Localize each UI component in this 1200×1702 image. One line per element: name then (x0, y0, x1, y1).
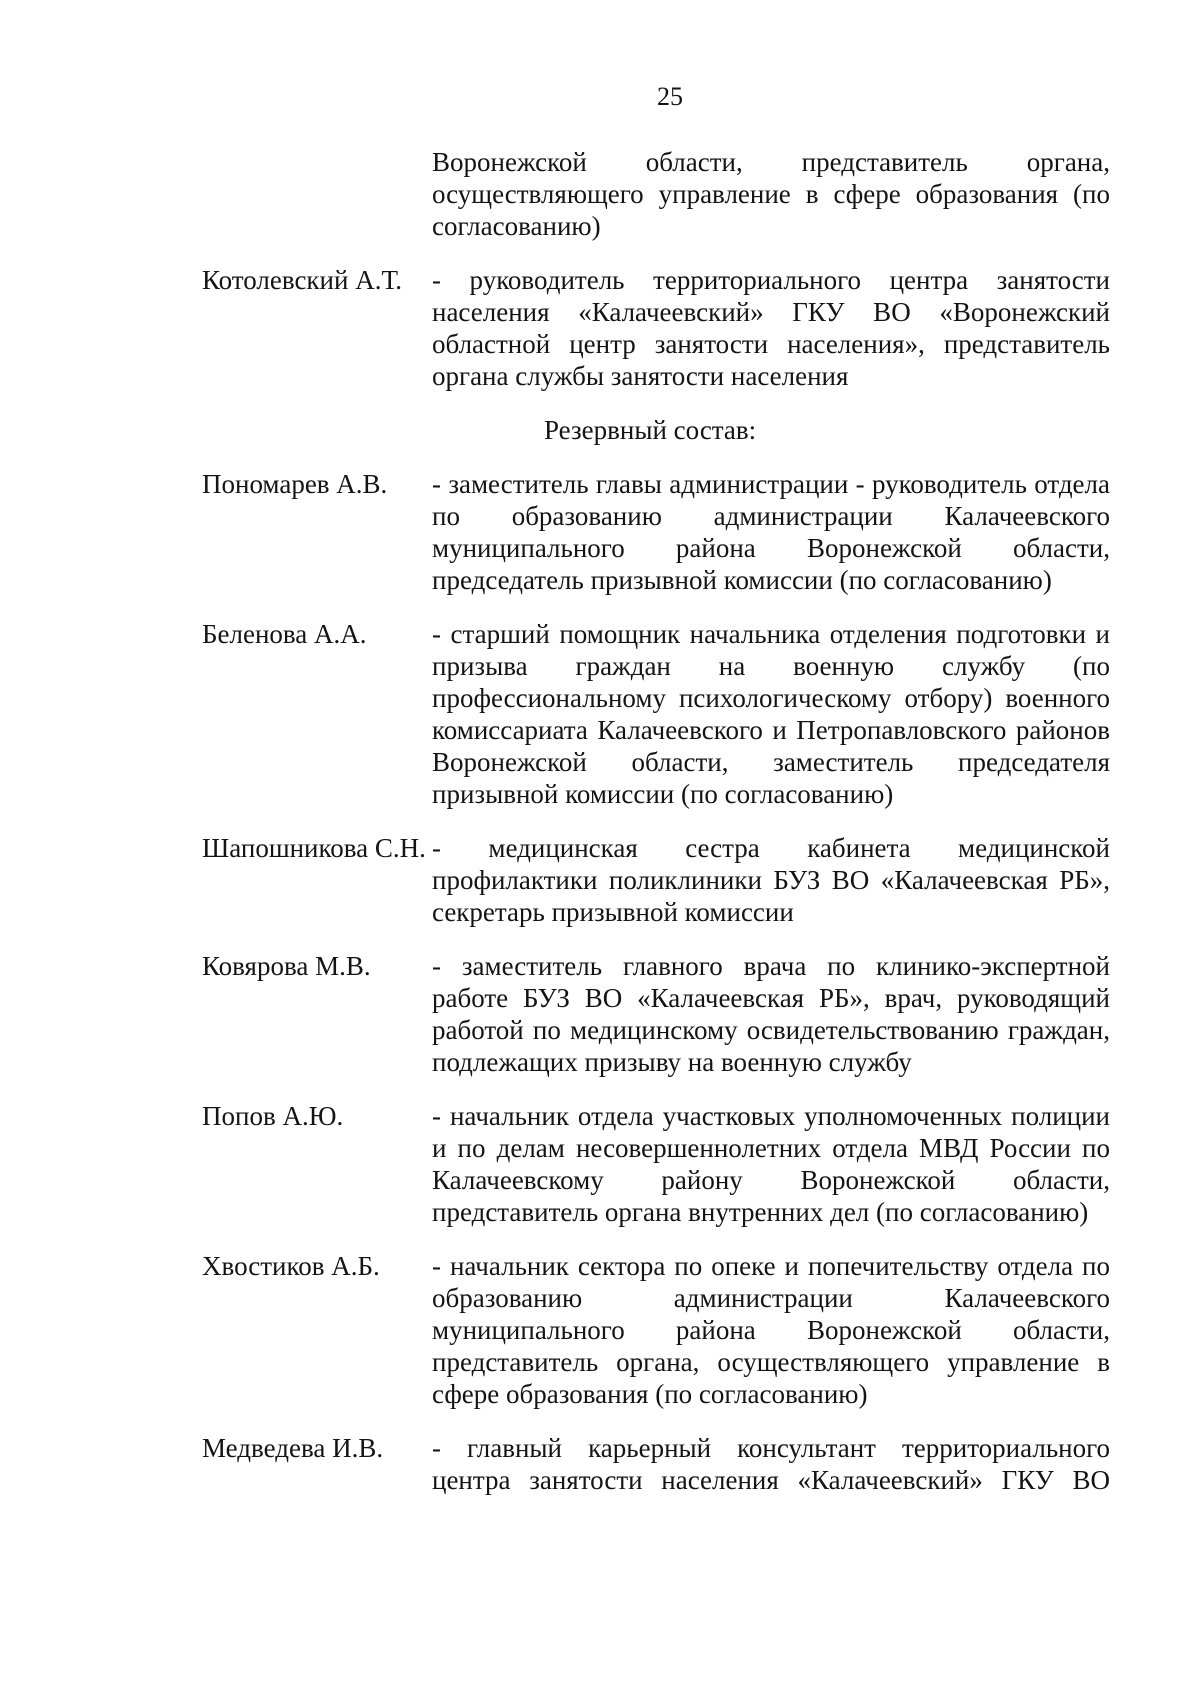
member-name: Хвостиков А.Б. (202, 1251, 380, 1281)
member-name: Пономарев А.В. (202, 469, 388, 499)
continuation-paragraph: Воронежской области, представитель органа, осуществляющего управление в сфере образования (по согласованию) (432, 147, 1110, 241)
member-name: Медведева И.В. (202, 1433, 384, 1463)
member-description: - старший помощник начальника отделения подготовки и призыва граждан на военную службу (по профессиональному психологическому отбору) военного комиссариата Калачеевского и Петропавловского районов Воронежской области, заместитель председателя призывной комиссии (по согласованию) (432, 619, 1110, 809)
member-name: Котолевский А.Т. (202, 265, 402, 295)
member-description: - начальник сектора по опеке и попечительству отдела по образованию администрации Калачеевского муниципального района Воронежской области, представитель органа, осуществляющего управление в сфере образования (по согласованию) (432, 1251, 1110, 1409)
reserve-member-entry (202, 1250, 1110, 1410)
member-name: Беленова А.А. (202, 619, 367, 649)
reserve-member-entry (202, 618, 1110, 810)
member-description: - заместитель главы администрации - руководитель отдела по образованию администрации Калачеевского муниципального района Воронежской области, председатель призывной комиссии (по согласованию) (432, 469, 1110, 595)
reserve-heading: Резервный состав: (544, 415, 757, 445)
member-name: Шапошникова С.Н. (202, 833, 426, 863)
reserve-member-entry (202, 1100, 1110, 1228)
member-description: - заместитель главного врача по клинико-экспертной работе БУЗ ВО «Калачеевская РБ», врач, руководящий работой по медицинскому освидетельствованию граждан, подлежащих призыву на военную службу (432, 951, 1110, 1077)
reserve-member-entry (202, 832, 1110, 928)
member-description: - главный карьерный консультант территориального центра занятости населения «Калачеевский» ГКУ ВО (432, 1433, 1110, 1495)
member-description: - руководитель территориального центра занятости населения «Калачеевский» ГКУ ВО «Воронежский областной центр занятости населения», представитель органа службы занятости населения (432, 265, 1110, 391)
member-entry (202, 264, 1110, 392)
reserve-member-entry (202, 1432, 1110, 1496)
member-name: Ковярова М.В. (202, 951, 371, 981)
member-description: - медицинская сестра кабинета медицинской профилактики поликлиники БУЗ ВО «Калачеевская РБ», секретарь призывной комиссии (432, 833, 1110, 927)
reserve-member-entry (202, 468, 1110, 596)
reserve-member-entry (202, 950, 1110, 1078)
page-number: 25 (657, 82, 683, 111)
member-description: - начальник отдела участковых уполномоченных полиции и по делам несовершеннолетних отдела МВД России по Калачеевскому району Воронежской области, представитель органа внутренних дел (по согласованию) (432, 1101, 1110, 1227)
member-name: Попов А.Ю. (202, 1101, 344, 1131)
document-body (202, 146, 1110, 1518)
